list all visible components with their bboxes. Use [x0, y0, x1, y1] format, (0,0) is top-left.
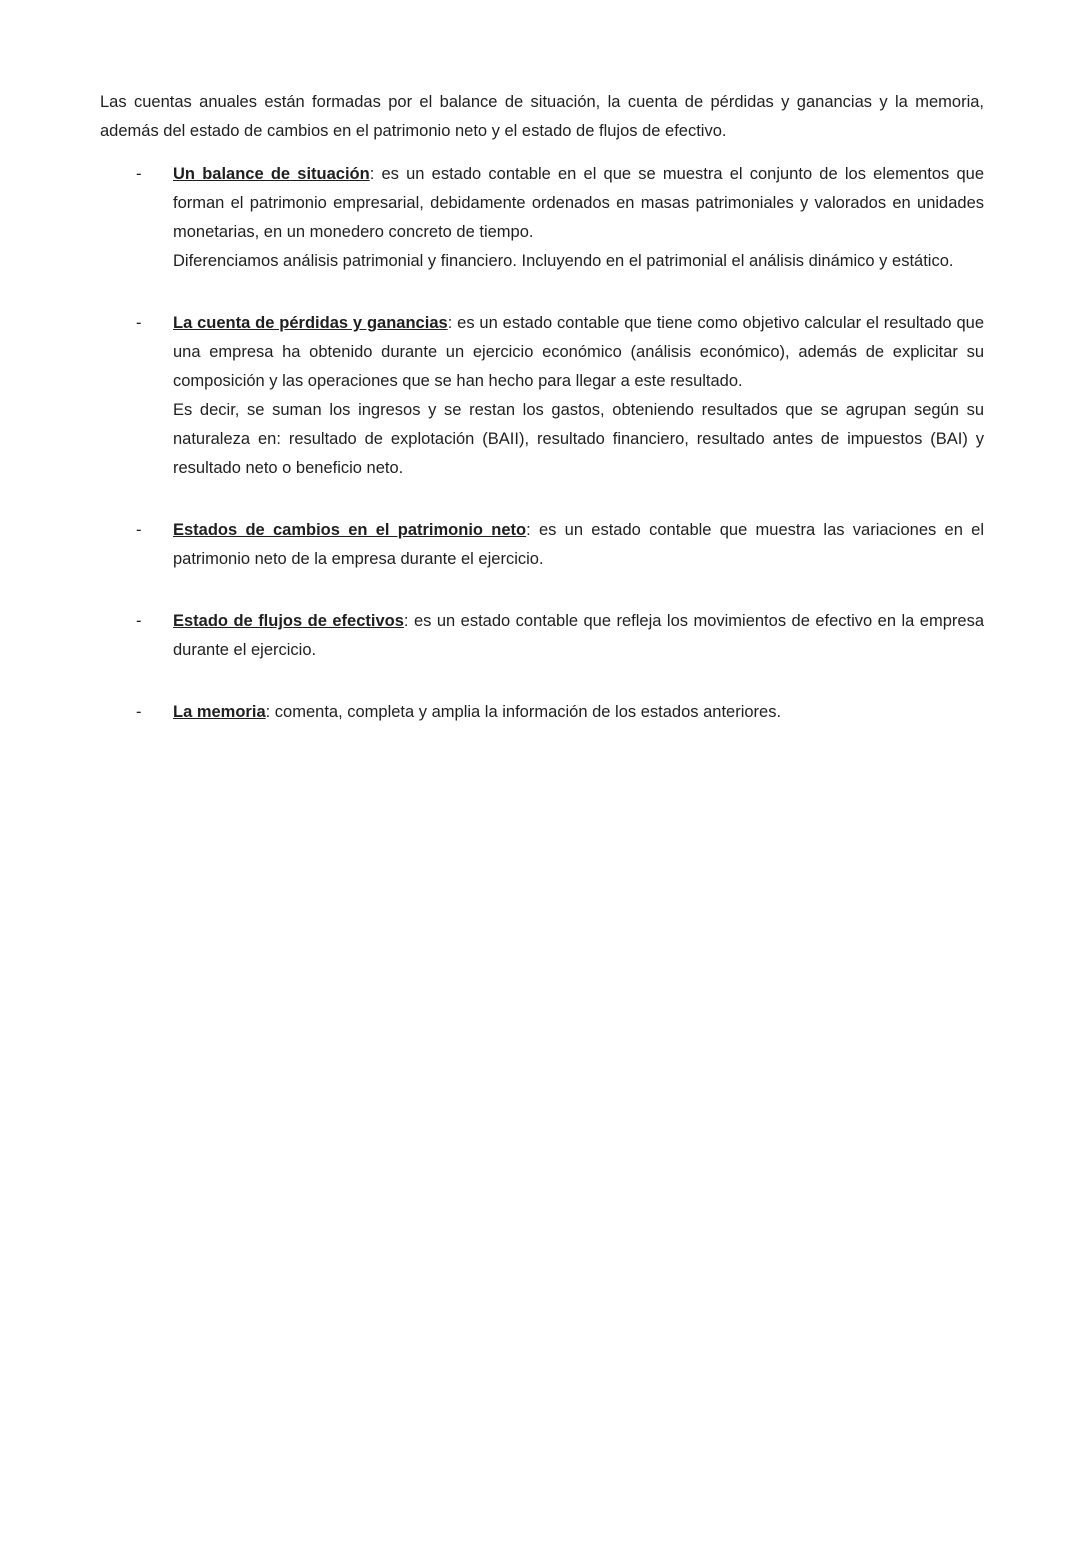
list-item-body — [173, 309, 984, 483]
list-item-cambios-patrimonio — [136, 516, 984, 574]
item-extra-paragraph: Diferenciamos análisis patrimonial y financiero. Incluyendo en el patrimonial el análisis dinámico y estático. — [173, 252, 954, 270]
item-text: : es un estado contable que refleja los movimientos de efectivo en la empresa durante el ejercicio. — [173, 612, 984, 659]
item-term: La memoria — [173, 703, 266, 721]
list-item-balance — [136, 160, 984, 276]
item-term: Un balance de situación — [173, 165, 370, 183]
item-paragraph — [173, 607, 984, 665]
dash-marker: - — [136, 165, 142, 183]
list-item-perdidas-ganancias — [136, 309, 984, 483]
dash-marker: - — [136, 612, 142, 630]
item-paragraph — [173, 160, 984, 247]
list-item-body — [173, 698, 984, 727]
item-text: : es un estado contable que tiene como objetivo calcular el resultado que una empresa ha obtenido durante un ejercicio económico (análisis económico), además de explicitar su composición y las operaciones que se han hecho para llegar a este resultado. — [173, 314, 985, 390]
intro-paragraph: Las cuentas anuales están formadas por el balance de situación, la cuenta de pérdidas y ganancias y la memoria, además del estado de cambios en el patrimonio neto y el estado de flujos de efectivo. — [100, 93, 984, 140]
item-term: Estados de cambios en el patrimonio neto — [173, 521, 527, 539]
item-text: : es un estado contable que muestra las variaciones en el patrimonio neto de la empresa durante el ejercicio. — [173, 521, 984, 568]
list-item-body — [173, 607, 984, 665]
item-text: : es un estado contable en el que se muestra el conjunto de los elementos que forman el patrimonio empresarial, debidamente ordenados en masas patrimoniales y valorados en unidades monetarias, en un monedero concreto de tiempo. — [173, 165, 984, 241]
dash-marker: - — [136, 521, 142, 539]
item-paragraph — [173, 516, 984, 574]
dash-marker: - — [136, 703, 142, 721]
dash-marker: - — [136, 314, 142, 332]
item-text: : comenta, completa y amplia la información de los estados anteriores. — [265, 703, 782, 721]
list-item-memoria — [136, 698, 984, 727]
list-item-flujos-efectivo — [136, 607, 984, 665]
bullet-list — [100, 160, 984, 727]
item-extra-paragraph: Es decir, se suman los ingresos y se restan los gastos, obteniendo resultados que se agrupan según su naturaleza en: resultado de explotación (BAII), resultado financiero, resultado antes de impuestos (BAI) y resultado neto o beneficio neto. — [173, 401, 984, 477]
list-item-body — [173, 160, 984, 276]
item-paragraph — [173, 309, 984, 396]
item-term: La cuenta de pérdidas y ganancias — [173, 314, 448, 332]
item-paragraph — [173, 698, 984, 727]
list-item-body — [173, 516, 984, 574]
item-term: Estado de flujos de efectivos — [173, 612, 404, 630]
